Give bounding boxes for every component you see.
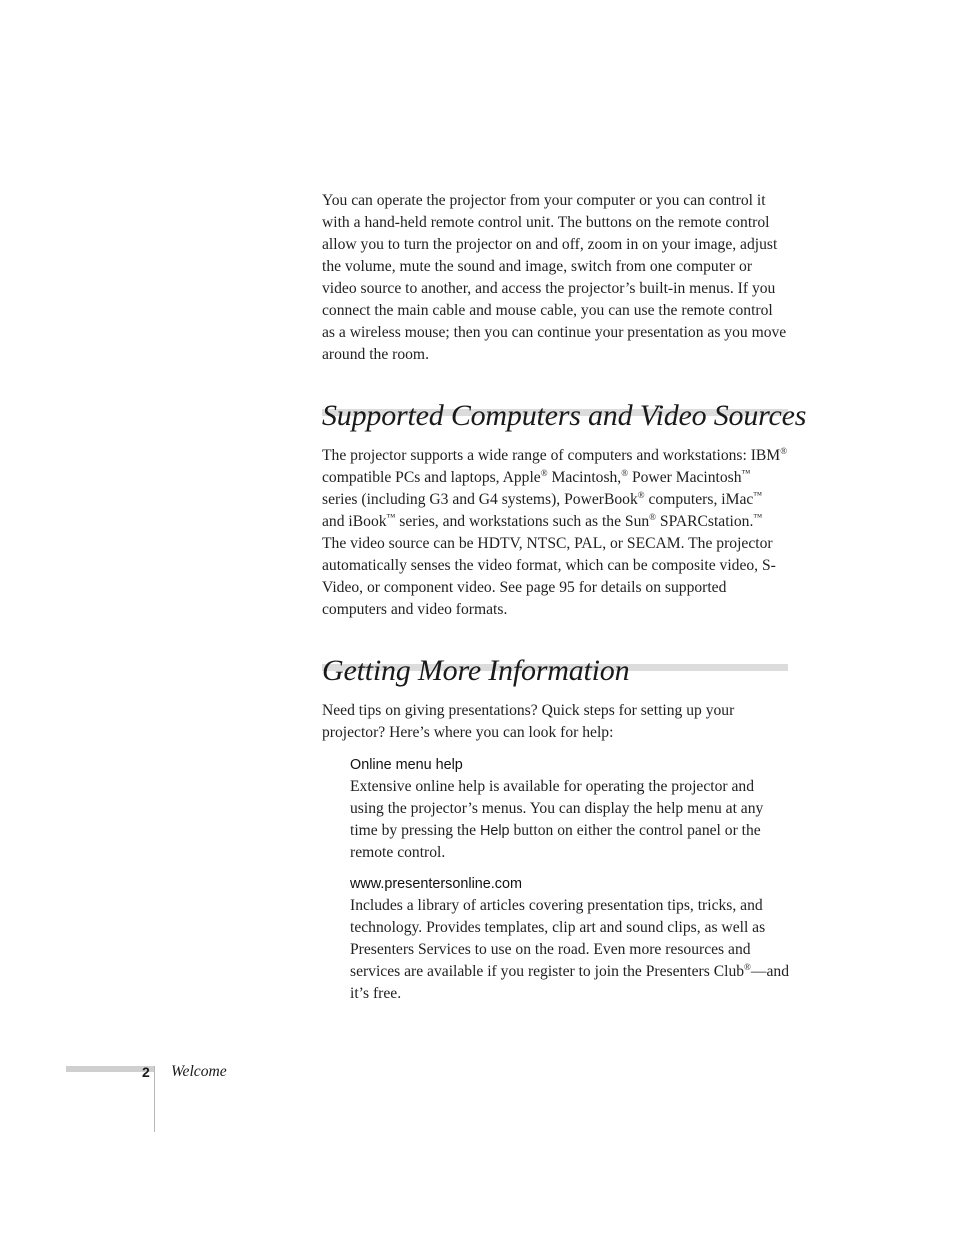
supported-heading: Supported Computers and Video Sources [322,399,807,432]
footer-divider [154,1066,155,1132]
footer-rule [66,1066,154,1072]
web-title: www.presentersonline.com [350,876,522,892]
online-help-entry [350,755,790,864]
supported-paragraph: The projector supports a wide range of computers and workstations: IBM® compatible PCs and laptops, Apple® Macintosh,® Power Macintosh™ series (including G3 and G4 systems), PowerBook® computers, iMac™ and iBook™ series, and workstations such as the Sun® SPARCstation.™ The video source can be HDTV, NTSC, PAL, or SECAM. The projector automatically senses the video format, which can be composite video, S-Video, or component video. See page 95 for details on supported computers and video formats. [322,446,788,618]
more-info-heading-block [322,653,788,689]
section-name: Welcome [171,1063,227,1080]
supported-heading-block [322,398,807,434]
more-info-intro [322,700,788,744]
intro-section [322,190,788,366]
web-entry [350,874,790,1005]
online-help-paragraph: Extensive online help is available for operating the projector and using the projector’s menus. You can display the help menu at any time by pressing the Help button on either the control panel or the remote control. [350,778,764,861]
web-paragraph: Includes a library of articles covering presentation tips, tricks, and technology. Provides templates, clip art and sound clips, as well as Presenters Services to use on the road. Even more resources and services are available if you register to join the Presenters Club®—and it’s free. [350,897,789,1002]
supported-section [322,445,788,621]
intro-paragraph: You can operate the projector from your computer or you can control it with a hand-held remote control unit. The buttons on the remote control allow you to turn the projector on and off, zoom in on your image, adjust the volume, mute the sound and image, switch from one computer or video source to another, and access the projector’s built-in menus. If you connect the main cable and mouse cable, you can use the remote control as a wireless mouse; then you can continue your presentation as you move around the room. [322,192,787,363]
page-number: 2 [142,1064,150,1080]
online-help-title: Online menu help [350,757,463,773]
more-info-paragraph: Need tips on giving presentations? Quick steps for setting up your projector? Here’s where you can look for help: [322,702,735,741]
help-button-label: Help [479,823,510,839]
more-info-heading: Getting More Information [322,654,630,687]
